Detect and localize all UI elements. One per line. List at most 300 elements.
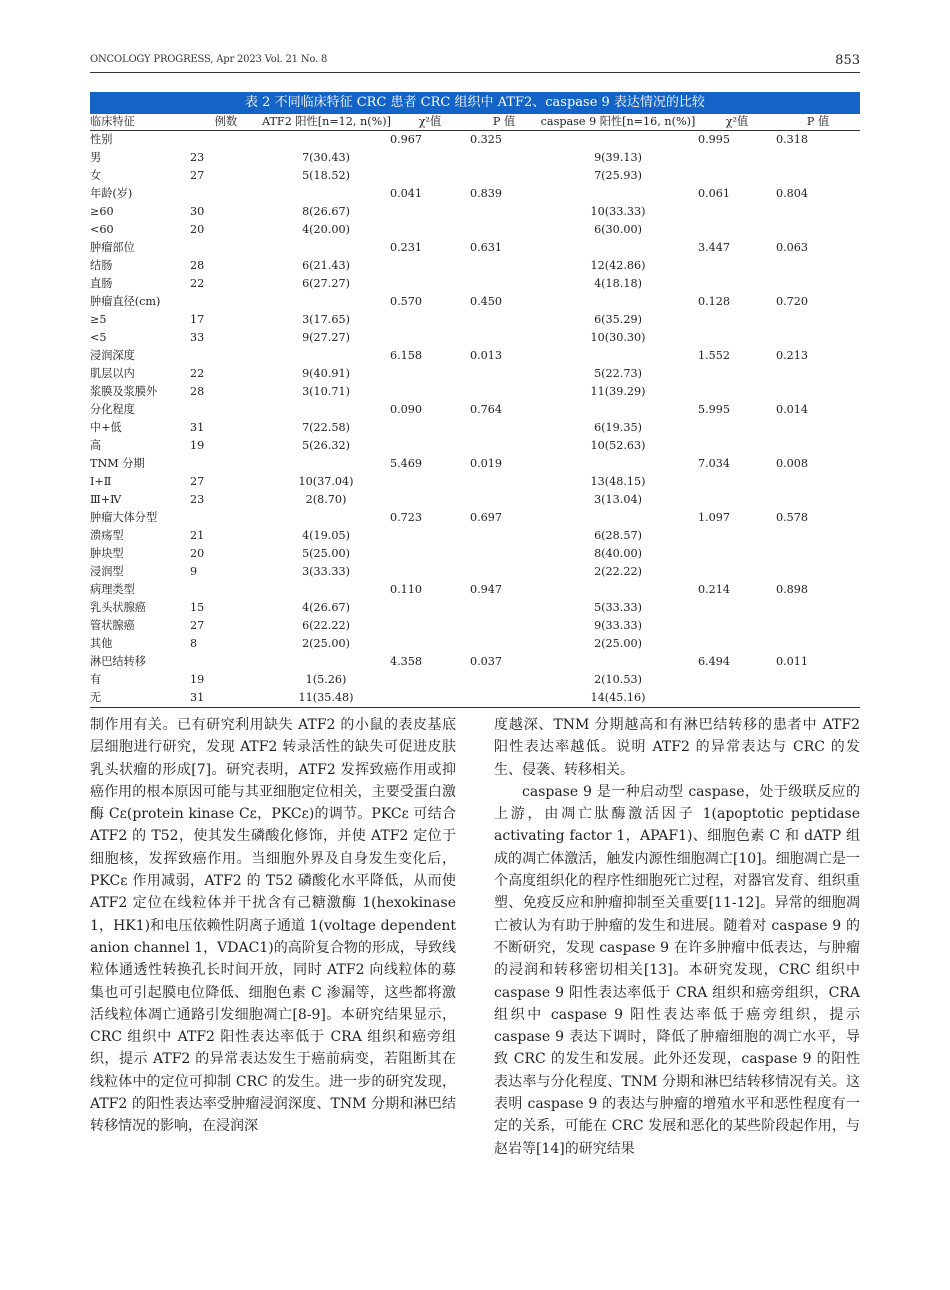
row-subgroup: ≥5	[90, 313, 107, 326]
cell-atf2-positive: 2(25.00)	[302, 637, 350, 650]
body-left-column	[90, 714, 456, 1138]
table-row	[90, 509, 860, 527]
cell-chi-square-atf2	[390, 167, 470, 185]
paragraph: caspase 9 是一种启动型 caspase，处于级联反应的上游，由凋亡肽酶激活因子 1(apoptotic peptidase activating factor 1，APAF1)、细胞色素 C 和 dATP 组成的凋亡体激活，触发内源性细胞凋亡[10]。细胞凋亡是一个高度组织化的程序性细胞死亡过程，对器官发育、组织重塑、免疫反应和肿瘤抑制至关重要[11-12]。异常的细胞凋亡被认为有助于肿瘤的发生和进展。随着对 caspase 9 的不断研究，发现 caspase 9 在许多肿瘤中低表达，与肿瘤的浸润和转移密切相关[13]。本研究发现，CRC 组织中 caspase 9 阳性表达率低于 CRA 组织和癌旁组织，CRA 组织中 caspase 9 阳性表达率低于癌旁组织，提示 caspase 9 表达下调时，降低了肿瘤细胞的凋亡水平，导致 CRC 的发生和发展。此外还发现，caspase 9 的阳性表达率与分化程度、TNM 分期和淋巴结转移情况有关。这表明 caspase 9 的表达与肿瘤的增殖水平和恶性程度有一定的关系，可能在 CRC 发展和恶化的某些阶段起作用，与赵岩等[14]的研究结果	[494, 783, 860, 1157]
table-row	[90, 401, 860, 419]
cell-chi-square-caspase9: 3.447	[698, 241, 731, 254]
row-subgroup: ≥60	[90, 205, 114, 218]
cell-chi-square-caspase9	[698, 275, 776, 293]
cell-chi-square-atf2	[390, 599, 470, 617]
cell-chi-square-atf2	[390, 203, 470, 221]
cell-chi-square-caspase9: 0.061	[698, 187, 731, 200]
cell-p-value-atf2	[470, 635, 538, 653]
table-row	[90, 653, 860, 671]
cell-p-value-atf2	[470, 527, 538, 545]
cell-p-value-caspase9	[776, 167, 860, 185]
cell-caspase9-positive: 2(10.53)	[594, 673, 642, 686]
table-row	[90, 167, 860, 185]
cell-p-value-atf2	[470, 563, 538, 581]
cell-atf2-positive: 10(37.04)	[298, 475, 354, 488]
cell-count	[190, 239, 262, 257]
table-row	[90, 419, 860, 437]
col-header-p2: P 值	[776, 114, 860, 131]
cell-atf2-positive: 9(27.27)	[302, 331, 350, 344]
cell-atf2-positive: 3(10.71)	[302, 385, 350, 398]
cell-caspase9-positive: 3(13.04)	[594, 493, 642, 506]
cell-count	[190, 401, 262, 419]
cell-atf2-positive	[262, 347, 390, 365]
cell-caspase9-positive: 6(19.35)	[594, 421, 642, 434]
cell-p-value-caspase9: 0.578	[776, 511, 809, 524]
cell-p-value-atf2	[470, 419, 538, 437]
cell-p-value-atf2	[470, 221, 538, 239]
cell-chi-square-caspase9	[698, 617, 776, 635]
cell-count: 27	[190, 475, 205, 488]
cell-caspase9-positive: 13(48.15)	[590, 475, 646, 488]
table-row	[90, 221, 860, 239]
cell-chi-square-atf2	[390, 221, 470, 239]
cell-chi-square-caspase9: 0.214	[698, 583, 731, 596]
cell-count	[190, 347, 262, 365]
cell-p-value-atf2: 0.764	[470, 403, 503, 416]
cell-chi-square-caspase9	[698, 689, 776, 708]
cell-chi-square-caspase9	[698, 329, 776, 347]
table-row	[90, 473, 860, 491]
cell-p-value-caspase9	[776, 491, 860, 509]
cell-chi-square-caspase9	[698, 149, 776, 167]
col-header-atf2: ATF2 阳性[n=12, n(%)]	[262, 114, 390, 131]
cell-p-value-caspase9	[776, 149, 860, 167]
table-row	[90, 203, 860, 221]
cell-atf2-positive: 5(25.00)	[302, 547, 350, 560]
cell-caspase9-positive	[538, 347, 698, 365]
cell-caspase9-positive: 8(40.00)	[594, 547, 642, 560]
cell-p-value-atf2: 0.013	[470, 349, 503, 362]
cell-p-value-caspase9	[776, 545, 860, 563]
cell-count: 20	[190, 223, 205, 236]
cell-chi-square-caspase9	[698, 365, 776, 383]
paragraph: 度越深、TNM 分期越高和有淋巴结转移的患者中 ATF2 阳性表达率越低。说明 ATF2 的异常表达与 CRC 的发生、侵袭、转移相关。	[494, 717, 860, 778]
cell-count	[190, 509, 262, 527]
cell-p-value-atf2	[470, 311, 538, 329]
cell-caspase9-positive: 6(35.29)	[594, 313, 642, 326]
cell-chi-square-atf2: 0.041	[390, 187, 423, 200]
cell-caspase9-positive: 2(22.22)	[594, 565, 642, 578]
cell-chi-square-atf2	[390, 311, 470, 329]
cell-chi-square-caspase9	[698, 563, 776, 581]
cell-count: 22	[190, 277, 205, 290]
cell-p-value-atf2	[470, 437, 538, 455]
cell-caspase9-positive: 11(39.29)	[590, 385, 646, 398]
cell-p-value-atf2	[470, 149, 538, 167]
cell-atf2-positive	[262, 239, 390, 257]
cell-p-value-caspase9	[776, 437, 860, 455]
cell-count: 28	[190, 385, 205, 398]
cell-atf2-positive	[262, 401, 390, 419]
cell-caspase9-positive: 5(22.73)	[594, 367, 642, 380]
cell-p-value-caspase9	[776, 473, 860, 491]
cell-p-value-atf2	[470, 617, 538, 635]
cell-chi-square-caspase9	[698, 257, 776, 275]
paragraph: 制作用有关。已有研究利用缺失 ATF2 的小鼠的表皮基底层细胞进行研究，发现 ATF2 转录活性的缺失可促进皮肤乳头状瘤的形成[7]。研究表明，ATF2 发挥致癌作用或抑癌作用的根本原因可能与其亚细胞定位相关，主要受蛋白激酶 Cε(protein kinase Cε，PKCε)的调节。PKCε 可结合 ATF2 的 T52，使其发生磷酸化修饰，并使 ATF2 定位于细胞核，发挥致癌作用。当细胞外界及自身发生变化后，PKCε 作用减弱，ATF2 的 T52 磷酸化水平降低，从而使 ATF2 定位在线粒体并干扰含有己糖激酶 1(hexokinase 1，HK1)和电压依赖性阴离子通道 1(voltage dependent anion channel 1，VDAC1)的高阶复合物的形成，导致线粒体通透性转换孔长时间开放，同时 ATF2 向线粒体的募集也可引起膜电位降低、细胞色素 C 渗漏等，这些都将激活线粒体凋亡通路引发细胞凋亡[8-9]。本研究结果显示，CRC 组织中 ATF2 阳性表达率低于 CRA 组织和癌旁组织，提示 ATF2 的异常表达发生于癌前病变，若阻断其在线粒体中的定位可抑制 CRC 的发生。进一步的研究发现，ATF2 的阳性表达率受肿瘤浸润深度、TNM 分期和淋巴结转移情况的影响，在浸润深	[90, 717, 456, 1135]
cell-atf2-positive: 4(19.05)	[302, 529, 350, 542]
cell-chi-square-caspase9	[698, 527, 776, 545]
cell-chi-square-atf2: 0.090	[390, 403, 423, 416]
cell-chi-square-atf2	[390, 275, 470, 293]
row-subgroup: <60	[90, 223, 114, 236]
cell-p-value-caspase9: 0.720	[776, 295, 809, 308]
row-subgroup: 结肠	[90, 259, 113, 272]
row-subgroup: 乳头状腺癌	[90, 601, 146, 614]
row-subgroup: 浸润型	[90, 565, 124, 578]
col-header-feature: 临床特征	[90, 114, 190, 131]
cell-atf2-positive: 5(26.32)	[302, 439, 350, 452]
cell-p-value-caspase9	[776, 365, 860, 383]
cell-p-value-atf2: 0.697	[470, 511, 503, 524]
cell-p-value-caspase9	[776, 689, 860, 708]
row-subgroup: 直肠	[90, 277, 113, 290]
cell-chi-square-atf2	[390, 689, 470, 708]
cell-p-value-atf2: 0.019	[470, 457, 503, 470]
row-subgroup: 肌层以内	[90, 367, 135, 380]
cell-count	[190, 185, 262, 203]
cell-p-value-atf2	[470, 383, 538, 401]
cell-chi-square-atf2	[390, 257, 470, 275]
row-feature: 肿瘤大体分型	[90, 511, 158, 524]
cell-chi-square-caspase9	[698, 167, 776, 185]
cell-chi-square-atf2	[390, 473, 470, 491]
cell-caspase9-positive: 9(33.33)	[594, 619, 642, 632]
table-row	[90, 527, 860, 545]
cell-p-value-caspase9	[776, 635, 860, 653]
cell-p-value-atf2: 0.947	[470, 583, 503, 596]
cell-chi-square-atf2	[390, 527, 470, 545]
row-subgroup: 男	[90, 151, 102, 164]
table-row	[90, 635, 860, 653]
cell-caspase9-positive: 2(25.00)	[594, 637, 642, 650]
table-row	[90, 293, 860, 311]
cell-chi-square-atf2	[390, 491, 470, 509]
table-row	[90, 311, 860, 329]
cell-caspase9-positive: 12(42.86)	[590, 259, 646, 272]
cell-p-value-caspase9	[776, 419, 860, 437]
cell-p-value-atf2	[470, 599, 538, 617]
cell-atf2-positive: 11(35.48)	[262, 689, 390, 708]
row-subgroup: 肿块型	[90, 547, 124, 560]
cell-count: 31	[190, 689, 262, 708]
row-feature: 肿瘤部位	[90, 241, 135, 254]
cell-count: 28	[190, 259, 205, 272]
cell-atf2-positive: 4(20.00)	[302, 223, 350, 236]
cell-p-value-caspase9: 0.014	[776, 403, 809, 416]
cell-chi-square-caspase9: 1.097	[698, 511, 731, 524]
cell-atf2-positive: 1(5.26)	[305, 673, 347, 686]
cell-caspase9-positive: 7(25.93)	[594, 169, 642, 182]
cell-p-value-caspase9: 0.008	[776, 457, 809, 470]
cell-count: 9	[190, 565, 198, 578]
table-row	[90, 329, 860, 347]
cell-chi-square-caspase9	[698, 419, 776, 437]
cell-atf2-positive: 7(30.43)	[302, 151, 350, 164]
cell-chi-square-caspase9: 7.034	[698, 457, 731, 470]
row-subgroup: 溃疡型	[90, 529, 124, 542]
cell-p-value-atf2	[470, 545, 538, 563]
table-caption: 表 2 不同临床特征 CRC 患者 CRC 组织中 ATF2、caspase 9 表达情况的比较	[90, 92, 860, 114]
cell-caspase9-positive: 10(33.33)	[590, 205, 646, 218]
row-subgroup: 其他	[90, 637, 113, 650]
cell-p-value-atf2	[470, 275, 538, 293]
cell-chi-square-atf2: 0.231	[390, 241, 423, 254]
cell-caspase9-positive	[538, 653, 698, 671]
row-subgroup: 浆膜及浆膜外	[90, 385, 158, 398]
header-rule	[90, 72, 860, 73]
cell-chi-square-caspase9: 0.128	[698, 295, 731, 308]
cell-p-value-atf2	[470, 203, 538, 221]
table-row	[90, 491, 860, 509]
row-subgroup: 管状腺癌	[90, 619, 135, 632]
row-feature: 病理类型	[90, 583, 135, 596]
cell-chi-square-caspase9: 6.494	[698, 655, 731, 668]
cell-count: 23	[190, 151, 205, 164]
cell-p-value-atf2	[470, 329, 538, 347]
cell-count	[190, 581, 262, 599]
cell-p-value-atf2: 0.037	[470, 655, 503, 668]
cell-chi-square-atf2	[390, 617, 470, 635]
table-row	[90, 257, 860, 275]
cell-atf2-positive	[262, 131, 390, 150]
cell-count: 15	[190, 601, 205, 614]
col-header-chi2: χ²值	[698, 114, 776, 131]
cell-p-value-caspase9	[776, 563, 860, 581]
table-header-row	[90, 114, 860, 131]
cell-p-value-caspase9	[776, 257, 860, 275]
cell-atf2-positive: 8(26.67)	[302, 205, 350, 218]
cell-p-value-atf2	[470, 491, 538, 509]
cell-p-value-caspase9: 0.318	[776, 133, 809, 146]
cell-atf2-positive	[262, 185, 390, 203]
cell-count: 20	[190, 547, 205, 560]
cell-chi-square-atf2	[390, 365, 470, 383]
cell-caspase9-positive	[538, 401, 698, 419]
cell-atf2-positive	[262, 653, 390, 671]
cell-caspase9-positive: 6(30.00)	[594, 223, 642, 236]
cell-p-value-caspase9	[776, 383, 860, 401]
cell-caspase9-positive: 5(33.33)	[594, 601, 642, 614]
cell-p-value-caspase9: 0.063	[776, 241, 809, 254]
cell-chi-square-caspase9	[698, 473, 776, 491]
cell-atf2-positive	[262, 581, 390, 599]
cell-chi-square-caspase9: 0.995	[698, 133, 731, 146]
cell-chi-square-atf2: 5.469	[390, 457, 423, 470]
table-row	[90, 599, 860, 617]
table-row	[90, 149, 860, 167]
cell-count: 27	[190, 619, 205, 632]
table-row	[90, 689, 860, 708]
col-header-caspase: caspase 9 阳性[n=16, n(%)]	[538, 114, 698, 131]
cell-caspase9-positive: 10(52.63)	[590, 439, 646, 452]
running-head: ONCOLOGY PROGRESS, Apr 2023 Vol. 21 No. 8	[90, 54, 328, 65]
cell-chi-square-caspase9: 5.995	[698, 403, 731, 416]
row-feature: 年龄(岁)	[90, 187, 133, 200]
page-number: 853	[835, 53, 860, 68]
cell-atf2-positive: 2(8.70)	[305, 493, 347, 506]
cell-caspase9-positive	[538, 185, 698, 203]
cell-chi-square-atf2	[390, 329, 470, 347]
cell-p-value-caspase9	[776, 599, 860, 617]
cell-p-value-atf2: 0.631	[470, 241, 503, 254]
table-row	[90, 617, 860, 635]
cell-caspase9-positive	[538, 455, 698, 473]
cell-p-value-caspase9: 0.804	[776, 187, 809, 200]
cell-count: 30	[190, 205, 205, 218]
cell-count: 31	[190, 421, 205, 434]
cell-chi-square-atf2: 6.158	[390, 349, 423, 362]
cell-atf2-positive: 3(17.65)	[302, 313, 350, 326]
cell-chi-square-atf2	[390, 545, 470, 563]
cell-caspase9-positive: 10(30.30)	[590, 331, 646, 344]
cell-atf2-positive	[262, 455, 390, 473]
cell-p-value-atf2	[470, 473, 538, 491]
row-subgroup: Ⅲ+Ⅳ	[90, 493, 122, 506]
cell-p-value-caspase9	[776, 671, 860, 689]
cell-chi-square-caspase9: 1.552	[698, 349, 731, 362]
cell-count: 33	[190, 331, 205, 344]
cell-chi-square-caspase9	[698, 383, 776, 401]
cell-count: 17	[190, 313, 205, 326]
cell-p-value-caspase9: 0.898	[776, 583, 809, 596]
table-row	[90, 131, 860, 150]
table-row	[90, 185, 860, 203]
row-subgroup: 高	[90, 439, 102, 452]
cell-chi-square-caspase9	[698, 437, 776, 455]
cell-p-value-atf2	[470, 671, 538, 689]
cell-atf2-positive: 5(18.52)	[302, 169, 350, 182]
cell-p-value-atf2: 0.839	[470, 187, 503, 200]
table-row	[90, 275, 860, 293]
cell-chi-square-atf2	[390, 419, 470, 437]
table-row	[90, 671, 860, 689]
cell-caspase9-positive	[538, 581, 698, 599]
cell-p-value-atf2: 0.450	[470, 295, 503, 308]
cell-chi-square-caspase9	[698, 635, 776, 653]
table-row	[90, 365, 860, 383]
table-row	[90, 563, 860, 581]
cell-atf2-positive: 6(27.27)	[302, 277, 350, 290]
row-feature: 肿瘤直径(cm)	[90, 295, 161, 308]
cell-chi-square-atf2: 4.358	[390, 655, 423, 668]
cell-p-value-atf2	[470, 365, 538, 383]
cell-chi-square-caspase9	[698, 671, 776, 689]
cell-p-value-caspase9	[776, 221, 860, 239]
cell-p-value-caspase9	[776, 203, 860, 221]
table-row	[90, 581, 860, 599]
cell-atf2-positive: 9(40.91)	[302, 367, 350, 380]
row-feature: 淋巴结转移	[90, 655, 146, 668]
data-table	[90, 114, 860, 708]
cell-chi-square-caspase9	[698, 545, 776, 563]
cell-count	[190, 131, 262, 150]
body-right-column	[494, 714, 860, 1160]
table-row	[90, 383, 860, 401]
row-subgroup: Ⅰ+Ⅱ	[90, 475, 112, 488]
cell-count: 27	[190, 169, 205, 182]
cell-atf2-positive: 6(21.43)	[302, 259, 350, 272]
table-row	[90, 239, 860, 257]
table-row	[90, 455, 860, 473]
col-header-count: 例数	[190, 114, 262, 131]
cell-chi-square-atf2	[390, 671, 470, 689]
cell-chi-square-atf2: 0.967	[390, 133, 423, 146]
cell-p-value-caspase9	[776, 311, 860, 329]
col-header-p1: P 值	[470, 114, 538, 131]
cell-p-value-caspase9: 0.213	[776, 349, 809, 362]
cell-chi-square-caspase9	[698, 221, 776, 239]
row-feature: 性别	[90, 133, 113, 146]
cell-chi-square-caspase9	[698, 311, 776, 329]
cell-atf2-positive: 4(26.67)	[302, 601, 350, 614]
cell-chi-square-caspase9	[698, 599, 776, 617]
cell-p-value-atf2: 0.325	[470, 133, 503, 146]
cell-chi-square-atf2	[390, 149, 470, 167]
cell-p-value-caspase9	[776, 275, 860, 293]
cell-chi-square-atf2	[390, 437, 470, 455]
cell-caspase9-positive: 14(45.16)	[538, 689, 698, 708]
cell-caspase9-positive: 9(39.13)	[594, 151, 642, 164]
cell-caspase9-positive	[538, 293, 698, 311]
cell-chi-square-atf2: 0.723	[390, 511, 423, 524]
cell-count	[190, 455, 262, 473]
row-subgroup: 中+低	[90, 421, 122, 434]
cell-chi-square-caspase9	[698, 203, 776, 221]
cell-atf2-positive: 6(22.22)	[302, 619, 350, 632]
cell-atf2-positive	[262, 293, 390, 311]
cell-caspase9-positive: 6(28.57)	[594, 529, 642, 542]
cell-chi-square-atf2	[390, 563, 470, 581]
cell-count	[190, 293, 262, 311]
cell-p-value-atf2	[470, 257, 538, 275]
col-header-chi1: χ²值	[390, 114, 470, 131]
row-feature: TNM 分期	[90, 457, 145, 470]
cell-caspase9-positive: 4(18.18)	[594, 277, 642, 290]
cell-p-value-caspase9	[776, 617, 860, 635]
cell-chi-square-atf2	[390, 635, 470, 653]
cell-p-value-atf2	[470, 167, 538, 185]
cell-caspase9-positive	[538, 239, 698, 257]
cell-p-value-atf2	[470, 689, 538, 708]
cell-caspase9-positive	[538, 509, 698, 527]
cell-atf2-positive: 3(33.33)	[302, 565, 350, 578]
cell-count: 23	[190, 493, 205, 506]
cell-p-value-caspase9	[776, 527, 860, 545]
cell-p-value-caspase9: 0.011	[776, 655, 809, 668]
cell-count: 21	[190, 529, 205, 542]
cell-chi-square-caspase9	[698, 491, 776, 509]
cell-count: 19	[190, 673, 205, 686]
cell-caspase9-positive	[538, 131, 698, 150]
table-row	[90, 437, 860, 455]
row-subgroup: 无	[90, 689, 190, 708]
cell-chi-square-atf2: 0.110	[390, 583, 423, 596]
cell-count: 8	[190, 637, 198, 650]
cell-atf2-positive	[262, 509, 390, 527]
cell-chi-square-atf2	[390, 383, 470, 401]
row-subgroup: 女	[90, 169, 102, 182]
row-subgroup: <5	[90, 331, 107, 344]
row-feature: 浸润深度	[90, 349, 135, 362]
cell-atf2-positive: 7(22.58)	[302, 421, 350, 434]
table-row	[90, 347, 860, 365]
table-row	[90, 545, 860, 563]
